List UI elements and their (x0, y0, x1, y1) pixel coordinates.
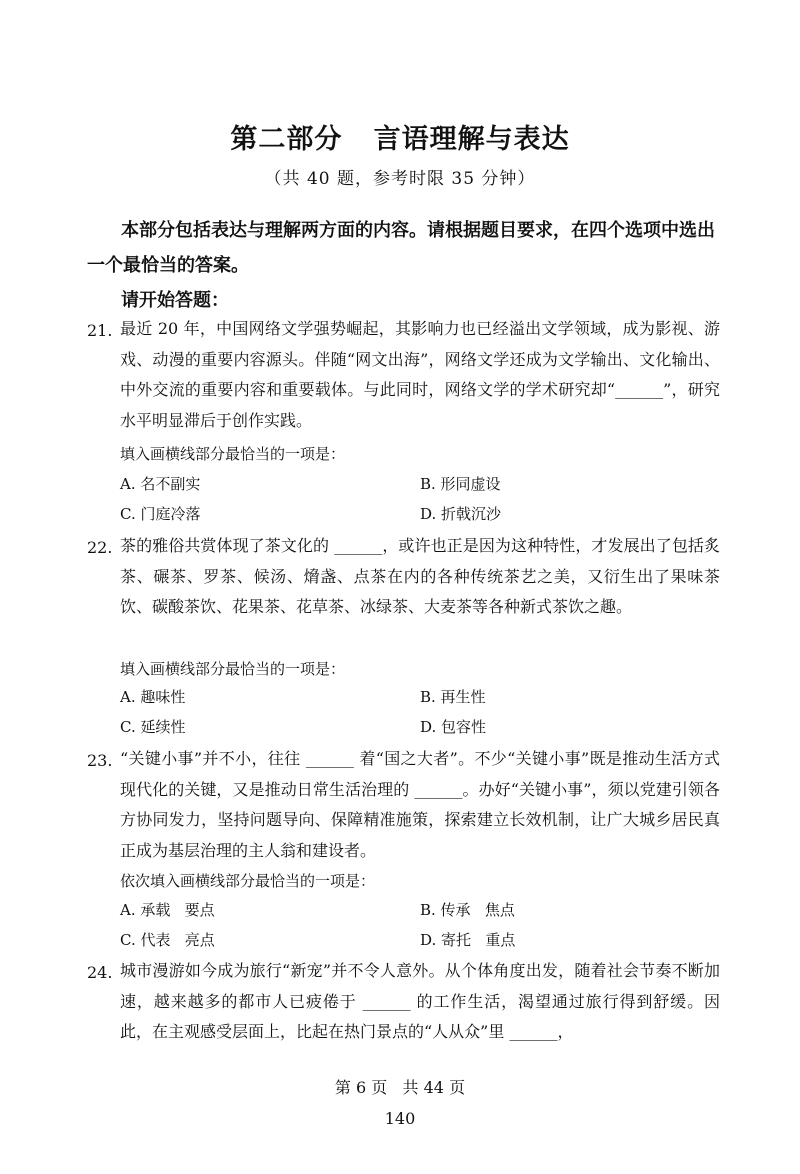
option-c[interactable]: C. 代表 亮点 (120, 931, 215, 949)
option-d[interactable]: D. 包容性 (420, 718, 487, 736)
option-a[interactable]: A. 趣味性 (120, 688, 186, 706)
question-prompt: 填入画横线部分最恰当的一项是： (120, 660, 346, 678)
option-d[interactable]: D. 折戟沉沙 (420, 505, 502, 523)
question-text: 最近 20 年，中国网络文学强势崛起，其影响力也已经溢出文学领域，成为影视、游戏、动漫的重要内容源头。伴随“网文出海”，网络文学还成为文学输出、文化输出、中外交流的重要内容和重要载体。与此同时，网络文学的学术研究却“______”，研究水平明显滞后于创作实践。 (120, 319, 720, 430)
question-number: 22. (87, 538, 113, 557)
page-number: 140 (384, 1109, 416, 1128)
section-title: 第二部分 言语理解与表达 (230, 124, 570, 155)
option-b[interactable]: B. 形同虚设 (420, 475, 501, 493)
option-b[interactable]: B. 传承 焦点 (420, 901, 515, 919)
question-number: 23. (87, 751, 113, 770)
start-prompt: 请开始答题： (121, 290, 229, 311)
option-c[interactable]: C. 延续性 (120, 718, 186, 736)
page-indicator: 第 6 页 共 44 页 (334, 1078, 466, 1097)
question-text: 茶的雅俗共赏体现了茶文化的 ______，或许也正是因为这种特性，才发展出了包括炙茶、碾茶、罗茶、候汤、熁盏、点茶在内的各种传统茶艺之美，又衍生出了果味茶饮、碳酸茶饮、花果茶、花草茶、冰绿茶、大麦茶等各种新式茶饮之趣。 (120, 536, 720, 616)
question-number: 24. (87, 963, 113, 982)
section-subtitle: （共 40 题，参考时限 35 分钟） (264, 169, 536, 189)
option-a[interactable]: A. 名不副实 (120, 475, 201, 493)
question-prompt: 填入画横线部分最恰当的一项是： (120, 445, 346, 463)
option-b[interactable]: B. 再生性 (420, 688, 486, 706)
question-prompt: 依次填入画横线部分最恰当的一项是： (120, 872, 376, 890)
question-text: 城市漫游如今成为旅行“新宠”并不令人意外。从个体角度出发，随着社会节奏不断加速，越来越多的都市人已疲倦于 ______ 的工作生活，渴望通过旅行得到舒缓。因此，在主观感受层面上，比起在热门景点的“人从众”里 ______， (120, 961, 720, 1041)
question-number: 21. (87, 321, 113, 340)
option-a[interactable]: A. 承载 要点 (120, 901, 215, 919)
option-d[interactable]: D. 寄托 重点 (420, 931, 516, 949)
section-intro: 本部分包括表达与理解两方面的内容。请根据题目要求，在四个选项中选出一个最恰当的答案。 (87, 220, 715, 276)
option-c[interactable]: C. 门庭冷落 (120, 505, 201, 523)
question-text: “关键小事”并不小，往往 ______ 着“国之大者”。不少“关键小事”既是推动生活方式现代化的关键，又是推动日常生活治理的 ______。办好“关键小事”，须以党建引领各方协同发力，坚持问题导向、保障精准施策，探索建立长效机制，让广大城乡居民真正成为基层治理的主人翁和建设者。 (120, 749, 720, 860)
